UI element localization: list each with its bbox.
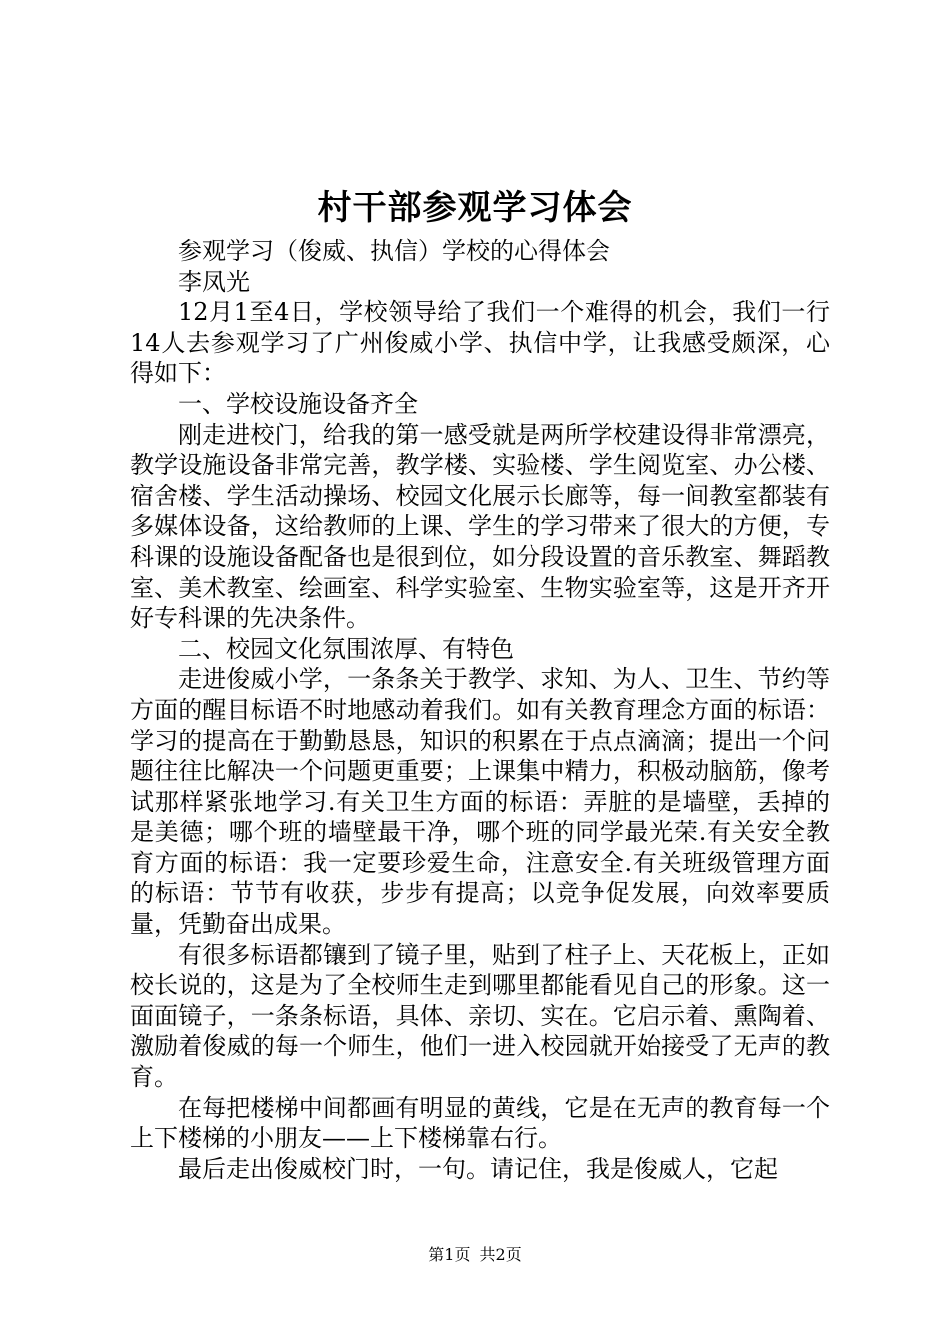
body-paragraph: 12月1至4日，学校领导给了我们一个难得的机会，我们一行14人去参观学习了广州俊威小学、执信中学，让我感受颇深，心得如下： — [130, 298, 830, 388]
body-paragraph: 在每把楼梯中间都画有明显的黄线，它是在无声的教育每一个上下楼梯的小朋友——上下楼梯靠右行。 — [130, 1093, 830, 1153]
document-title: 村干部参观学习体会 — [317, 188, 633, 228]
body-paragraph: 最后走出俊威校门时，一句。请记住，我是俊威人，它起 — [178, 1154, 778, 1183]
body-paragraph: 刚走进校门，给我的第一感受就是两所学校建设得非常漂亮，教学设施设备非常完善，教学楼、实验楼、学生阅览室、办公楼、宿舍楼、学生活动操场、校园文化展示长廊等，每一间教室都装有多媒体设备，这给教师的上课、学生的学习带来了很大的方便，专科课的设施设备配备也是很到位，如分段设置的音乐教室、舞蹈教室、美术教室、绘画室、科学实验室、生物实验室等，这是开齐开好专科课的先决条件。 — [130, 420, 830, 633]
author-paragraph: 李凤光 — [178, 267, 250, 296]
body-paragraph: 有很多标语都镶到了镜子里，贴到了柱子上、天花板上，正如校长说的，这是为了全校师生走到哪里都能看见自己的形象。这一面面镜子，一条条标语，具体、亲切、实在。它启示着、熏陶着、激励着俊威的每一个师生，他们一进入校园就开始接受了无声的教育。 — [130, 940, 830, 1092]
section-heading-2: 二、校园文化氛围浓厚、有特色 — [178, 634, 514, 663]
document-body — [130, 236, 830, 1184]
section-heading-1: 一、学校设施设备齐全 — [178, 389, 418, 418]
subtitle-paragraph: 参观学习（俊威、执信）学校的心得体会 — [178, 237, 610, 265]
body-paragraph: 走进俊威小学，一条条关于教学、求知、为人、卫生、节约等方面的醒目标语不时地感动着我们。如有关教育理念方面的标语：学习的提高在于勤勤恳恳，知识的积累在于点点滴滴；提出一个问题往往比解决一个问题更重要；上课集中精力，积极动脑筋，像考试那样紧张地学习.有关卫生方面的标语：弄脏的是墙壁，丢掉的是美德；哪个班的墙壁最干净，哪个班的同学最光荣.有关安全教育方面的标语：我一定要珍爱生命，注意安全.有关班级管理方面的标语：节节有收获，步步有提高；以竞争促发展，向效率要质量，凭勤奋出成果。 — [130, 665, 830, 939]
page-number-footer: 第1页 共2页 — [428, 1245, 522, 1264]
